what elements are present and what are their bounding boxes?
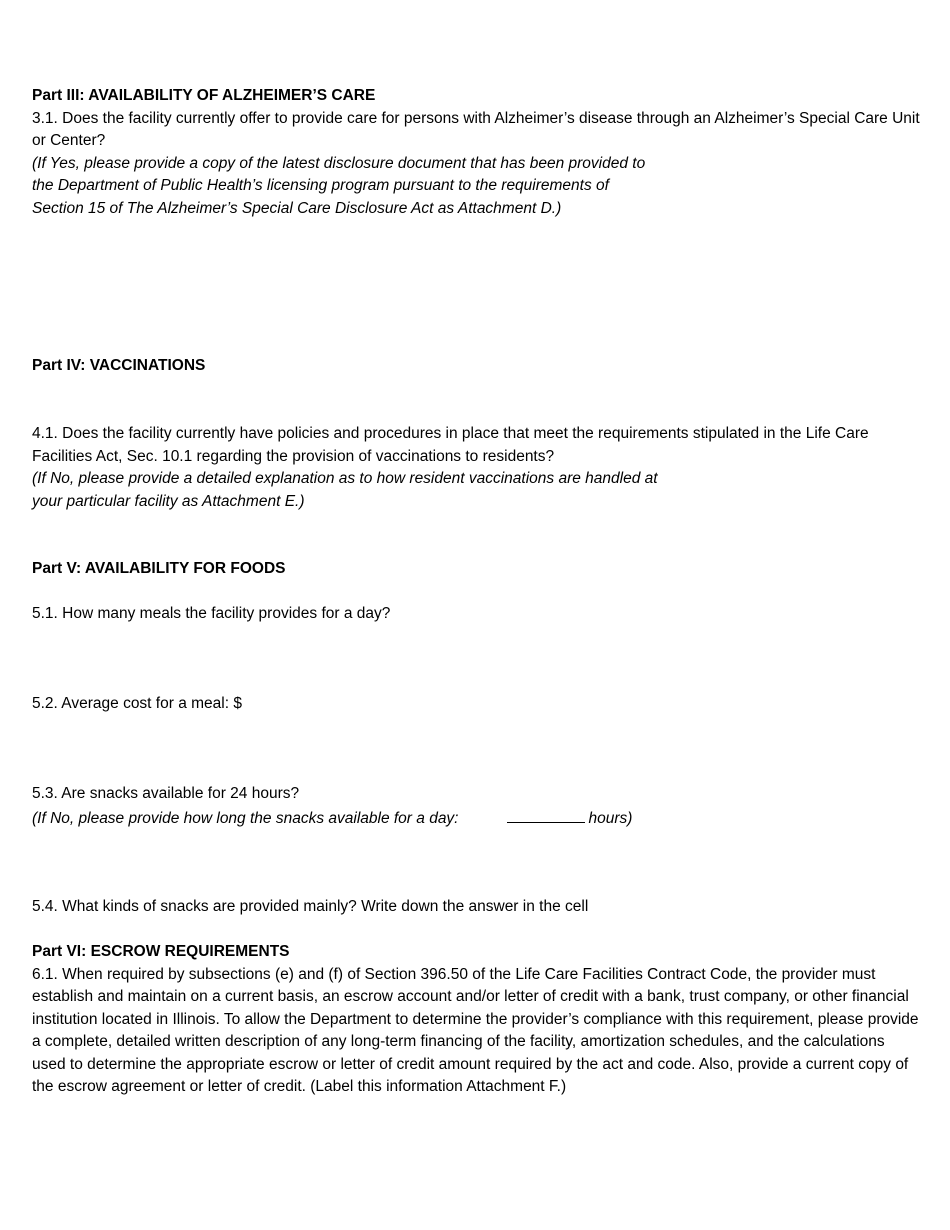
question-5-2: 5.2. Average cost for a meal: $ <box>32 695 242 712</box>
part5-heading-block <box>32 558 922 581</box>
note-line: your particular facility as Attachment E.) <box>32 492 305 510</box>
note-prefix: (If No, please provide how long the snacks available for a day: <box>32 809 459 827</box>
question-5-1-block <box>32 603 922 626</box>
question-5-4: 5.4. What kinds of snacks are provided mainly? Write down the answer in the cell <box>32 898 589 915</box>
question-6-1: 6.1. When required by subsections (e) and (f) of Section 396.50 of the Life Care Facilities Contract Code, the provider must establish and maintain on a current basis, an escrow account and/or letter of credit with a bank, trust company, or other financial institution located in Illinois. To allow the Department to determine the provider’s compliance with this requirement, please provide a complete, detailed written description of any long-term financing of the facility, amortization schedules, and the calculations used to determine the appropriate escrow or letter of credit amount required by the act and code. Also, provide a current copy of the escrow agreement or letter of credit. (Label this information Attachment F.) <box>32 965 919 1095</box>
snack-hours-field[interactable] <box>507 806 585 823</box>
question-3-1: 3.1. Does the facility currently offer to provide care for persons with Alzheimer’s disease through an Alzheimer’s Special Care Unit or Center? <box>32 109 920 149</box>
question-5-3-block <box>32 783 922 830</box>
part3-section <box>32 85 922 220</box>
question-5-1: 5.1. How many meals the facility provides for a day? <box>32 605 391 622</box>
note-suffix: hours) <box>588 809 633 827</box>
part3-heading: Part III: AVAILABILITY OF ALZHEIMER’S CARE <box>32 87 376 104</box>
note-line: (If No, please provide a detailed explanation as to how resident vaccinations are handled at <box>32 470 658 487</box>
part4-question-block <box>32 423 922 513</box>
question-3-1-note <box>32 153 922 221</box>
question-5-3: 5.3. Are snacks available for 24 hours? <box>32 785 300 802</box>
note-line: (If Yes, please provide a copy of the latest disclosure document that has been provided to <box>32 154 646 172</box>
part4-heading-block <box>32 355 922 378</box>
question-4-1: 4.1. Does the facility currently have policies and procedures in place that meet the requirements stipulated in the Life Care Facilities Act, Sec. 10.1 regarding the provision of vaccinations to residents? <box>32 425 869 465</box>
note-line: Section 15 of The Alzheimer’s Special Care Disclosure Act as Attachment D.) <box>32 199 562 217</box>
part4-heading: Part IV: VACCINATIONS <box>32 357 206 374</box>
note-line: the Department of Public Health’s licensing program pursuant to the requirements of <box>32 177 609 194</box>
question-4-1-note <box>32 468 922 513</box>
part6-heading: Part VI: ESCROW REQUIREMENTS <box>32 943 290 960</box>
part6-section <box>32 941 922 1099</box>
part5-heading: Part V: AVAILABILITY FOR FOODS <box>32 560 286 577</box>
question-5-4-block <box>32 896 922 919</box>
question-5-2-block <box>32 693 922 716</box>
question-5-3-note <box>32 806 922 831</box>
